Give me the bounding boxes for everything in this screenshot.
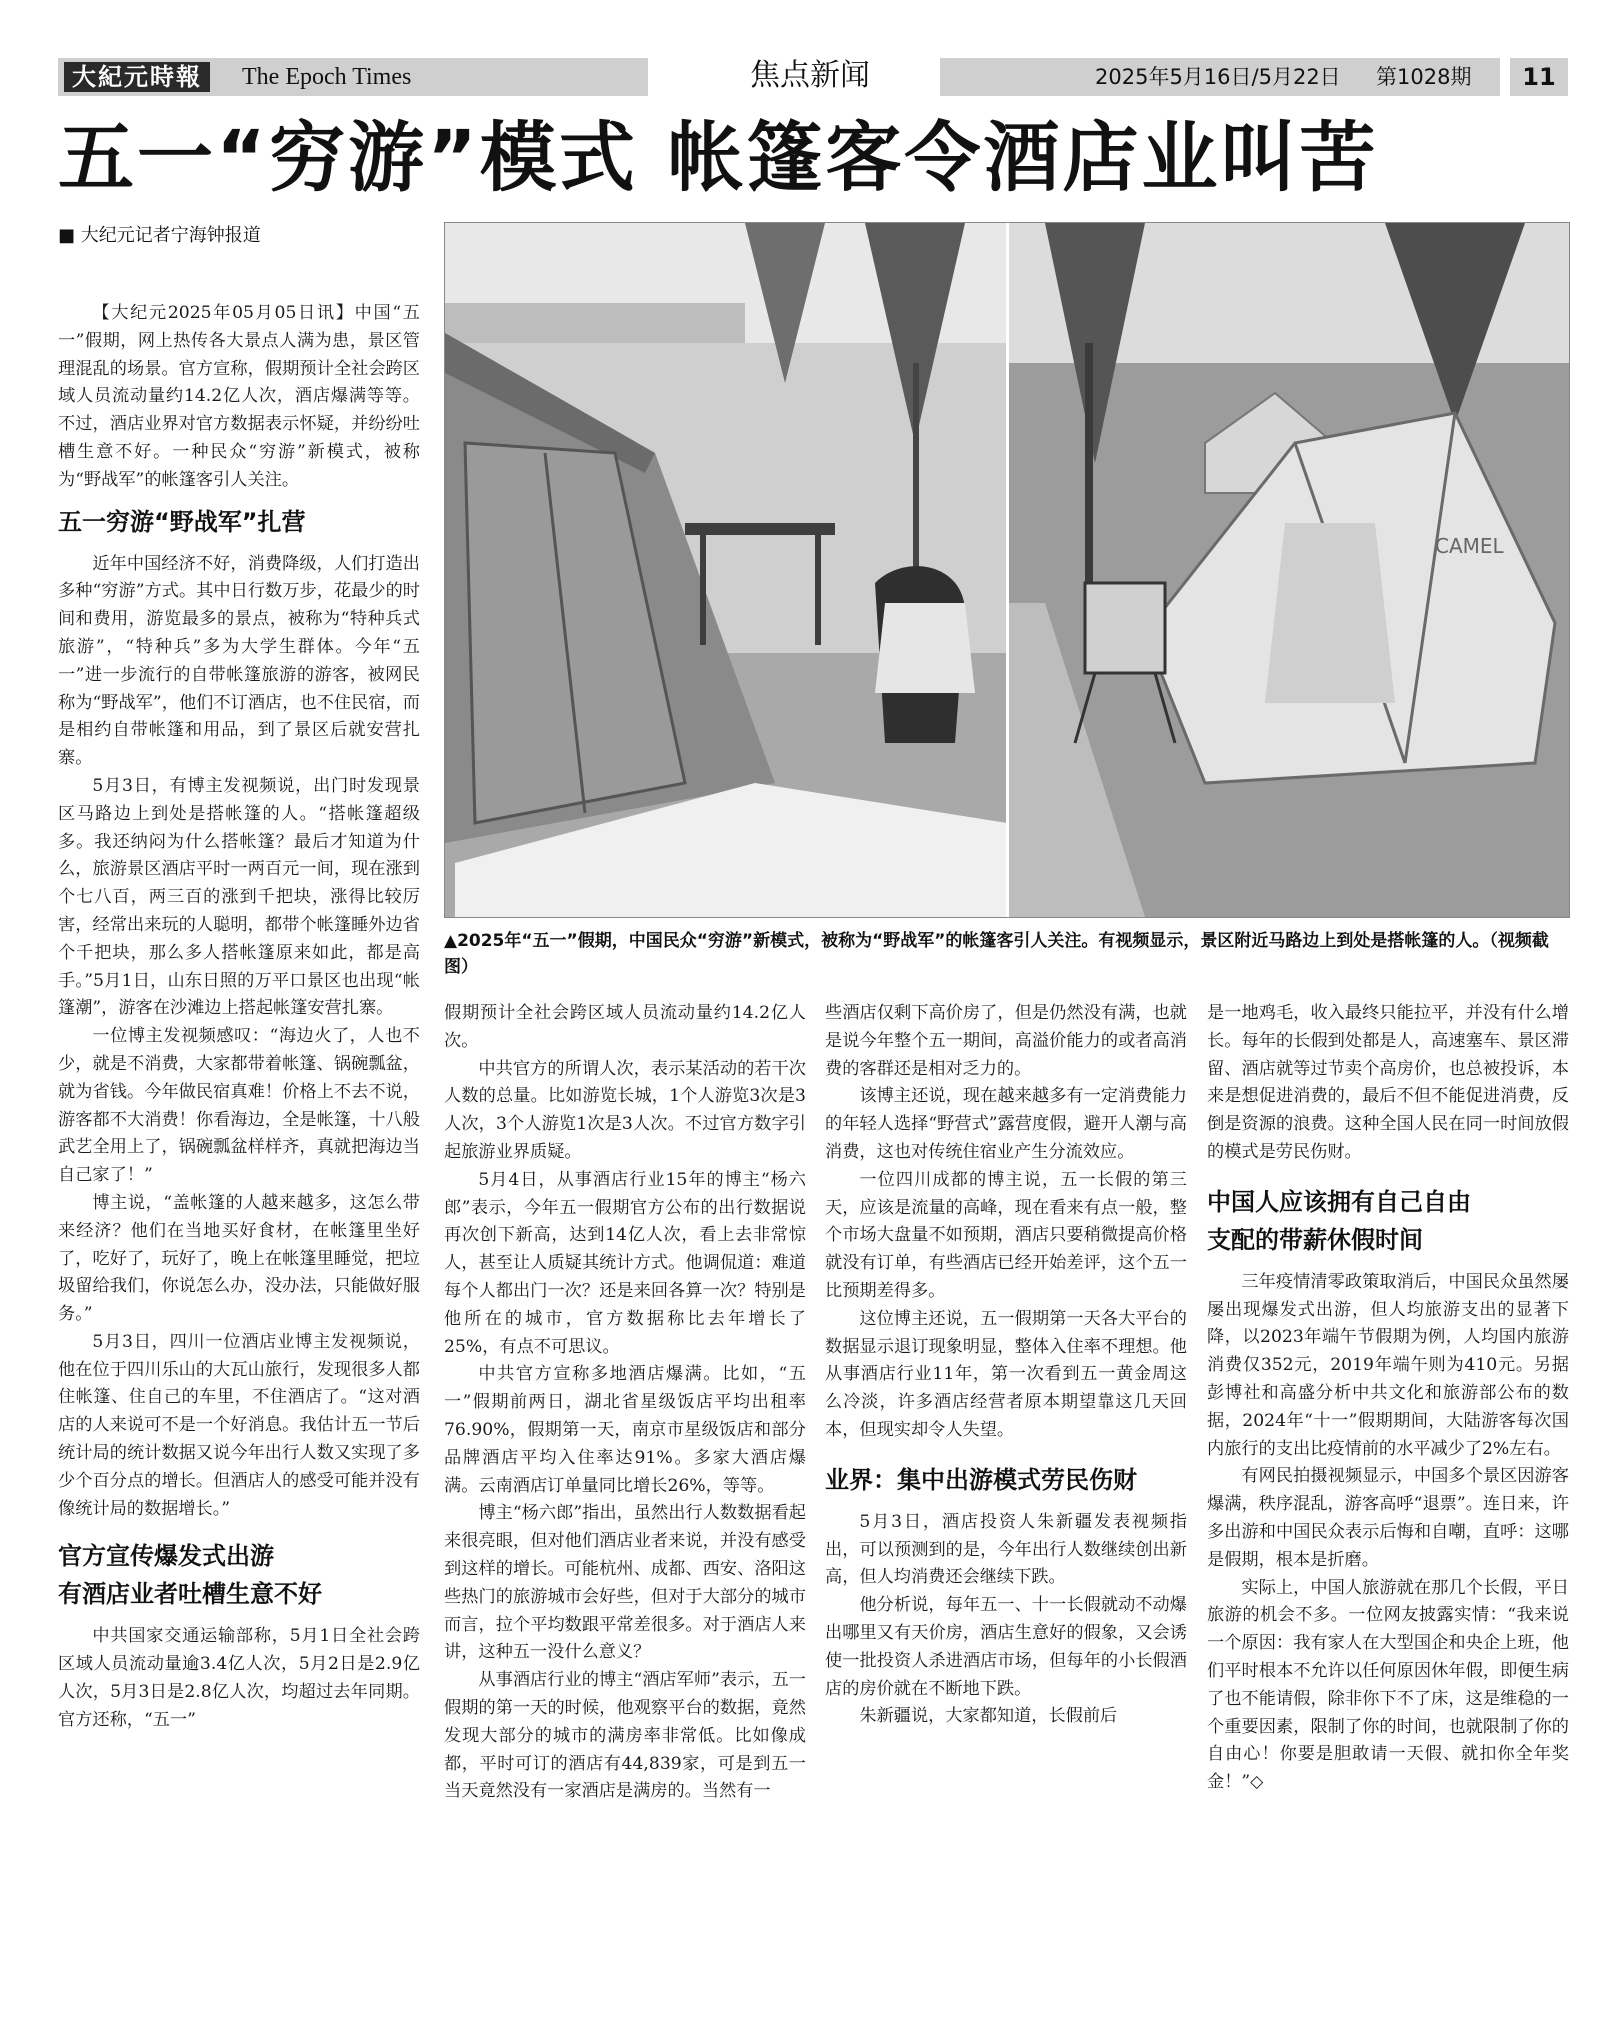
subheading <box>1207 1183 1569 1259</box>
paragraph: 该博主还说，现在越来越多有一定消费能力的年轻人选择“野营式”露营度假，避开人潮与高消费，这也对传统住宿业产生分流效应。 <box>825 1086 1187 1162</box>
subheading-line-1: 中国人应该拥有自己自由 <box>1207 1187 1471 1216</box>
paragraph: 中共官方宣称多地酒店爆满。比如，“五一”假期前两日，湖北省星级饭店平均出租率76.90%，假期第一天，南京市星级饭店和部分品牌酒店平均入住率达91%。多家大酒店爆满。云南酒店订单量同比增长26%，等等。 <box>444 1364 806 1496</box>
paragraph: 5月3日，酒店投资人朱新疆发表视频指出，可以预测到的是，今年出行人数继续创出新高，但人均消费还会继续下跌。 <box>825 1511 1187 1588</box>
subheading: 五一穷游“野战军”扎营 <box>58 507 306 536</box>
paragraph: 些酒店仅剩下高价房了，但是仍然没有满，也就是说今年整个五一期间，高溢价能力的或者高消费的客群还是相对乏力的。 <box>825 1003 1187 1079</box>
subheading <box>58 1537 420 1613</box>
tent-brand-label: CAMEL <box>1435 534 1504 558</box>
paragraph: 朱新疆说，大家都知道，长假前后 <box>859 1706 1118 1727</box>
paragraph: 5月3日，有博主发视频说，出门时发现景区马路边上到处是搭帐篷的人。“搭帐篷超级多。我还纳闷为什么搭帐篷？最后才知道为什么，旅游景区酒店平时一两百元一间，现在涨到个七八百，两三百的涨到千把块，涨得比较厉害，经常出来玩的人聪明，都带个帐篷睡外边省个千把块，那么多人搭帐篷原来如此，都是高手。”5月1日，山东日照的万平口景区也出现“帐篷潮”，游客在沙滩边上搭起帐篷安营扎寨。 <box>58 775 420 1019</box>
paragraph: 有网民拍摄视频显示，中国多个景区因游客爆满，秩序混乱，游客高呼“退票”。连日来，许多出游和中国民众表示后悔和自嘲，直呼：这哪是假期，根本是折磨。 <box>1207 1466 1569 1570</box>
tent-campsite-illustration <box>445 223 1569 917</box>
paragraph: 一位博主发视频感叹：“海边火了，人也不少，就是不消费，大家都带着帐篷、锅碗瓢盆，就为省钱。今年做民宿真难！价格上不去不说，游客都不大消费！你看海边，全是帐篷，十八般武艺全用上了，锅碗瓢盆样样齐，真就把海边当自己家了！” <box>58 1026 420 1186</box>
paragraph: 这位博主还说，五一假期第一天各大平台的数据显示退订现象明显，整体入住率不理想。他从事酒店行业11年，第一次看到五一黄金周这么冷淡，许多酒店经营者原本期望靠这几天回本，但现实却令人失望。 <box>825 1308 1187 1440</box>
paragraph: 博主说，“盖帐篷的人越来越多，这怎么带来经济？他们在当地买好食材，在帐篷里坐好了，吃好了，玩好了，晚上在帐篷里睡觉，把垃圾留给我们，你说怎么办，没办法，只能做好服务。” <box>58 1192 420 1325</box>
article-column-2 <box>444 1000 806 1806</box>
paragraph: 一位四川成都的博主说，五一长假的第三天，应该是流量的高峰，现在看来有点一般，整个市场大盘量不如预期，酒店只要稍微提高价格就没有订单，有些酒店已经开始差评，这个五一比预期差得多。 <box>825 1169 1187 1301</box>
issue-number: 第1028期 <box>1376 65 1472 89</box>
article-column-4 <box>1207 1000 1569 1797</box>
article-column-1 <box>58 300 420 1735</box>
paragraph: 博主“杨六郎”指出，虽然出行人数数据看起来很亮眼，但对他们酒店业者来说，并没有感受到这样的增长。可能杭州、成都、西安、洛阳这些热门的旅游城市会好些，但对于大部分的城市而言，拉个平均数跟平常差很多。对于酒店人来讲，这种五一没什么意义？ <box>444 1503 806 1663</box>
subheading-line-2: 支配的带薪休假时间 <box>1207 1225 1423 1254</box>
newspaper-logo: 大紀元時報 <box>64 62 210 92</box>
photo-caption: ▲2025年“五一”假期，中国民众“穷游”新模式，被称为“野战军”的帐篷客引人关注。有视频显示，景区附近马路边上到处是搭帐篷的人。（视频截图） <box>444 931 1549 977</box>
article-photo <box>444 222 1570 918</box>
paragraph: 他分析说，每年五一、十一长假就动不动爆出哪里又有天价房，酒店生意好的假象，又会诱使一批投资人杀进酒店市场，但每年的小长假酒店的房价就在不断地下跌。 <box>825 1595 1187 1699</box>
subheading-line-2: 有酒店业者吐槽生意不好 <box>58 1580 322 1609</box>
paragraph: 假期预计全社会跨区域人员流动量约14.2亿人次。 <box>444 1003 806 1051</box>
subheading-line-1: 官方宣传爆发式出游 <box>58 1542 274 1571</box>
article-headline: 五一“穷游”模式 帐篷客令酒店业叫苦 <box>58 113 1379 202</box>
paragraph: 5月3日，四川一位酒店业博主发视频说，他在位于四川乐山的大瓦山旅行，发现很多人都住帐篷、住自己的车里，不住酒店了。“这对酒店的人来说可不是一个好消息。我估计五一节后统计局的统计数据又说今年出行人数又实现了多少个百分点的增长。但酒店人的感受可能并没有像统计局的数据增长。” <box>58 1331 420 1519</box>
paragraph: 是一地鸡毛，收入最终只能拉平，并没有什么增长。每年的长假到处都是人，高速塞车、景区滞留、酒店就等过节卖个高房价，也总被投诉，本来是想促进消费的，最后不但不能促进消费，反倒是资源的浪费。这种全国人民在同一时间放假的模式是劳民伤财。 <box>1207 1003 1569 1162</box>
paragraph: 从事酒店行业的博主“酒店军师”表示，五一假期的第一天的时候，他观察平台的数据，竟然发现大部分的城市的满房率非常低。比如像成都，平时可订的酒店有44,839家，可是到五一当天竟然没有一家酒店是满房的。当然有一 <box>444 1670 806 1802</box>
section-title: 焦点新闻 <box>750 58 870 93</box>
paragraph: 【大纪元2025年05月05日讯】中国“五一”假期，网上热传各大景点人满为患，景区管理混乱的场景。官方宣称，假期预计全社会跨区域人员流动量约14.2亿人次，酒店爆满等等。不过，酒店业界对官方数据表示怀疑，并纷纷吐槽生意不好。一种民众“穷游”新模式，被称为“野战军”的帐篷客引人关注。 <box>58 303 420 490</box>
paragraph: 三年疫情清零政策取消后，中国民众虽然屡屡出现爆发式出游，但人均旅游支出的显著下降，以2023年端午节假期为例，人均国内旅游消费仅352元，2019年端午则为410元。另据彭博社和高盛分析中共文化和旅游部公布的数据，2024年“十一”假期期间，大陆游客每次国内旅行的支出比疫情前的水平减少了2%左右。 <box>1207 1271 1569 1459</box>
subheading: 业界：集中出游模式劳民伤财 <box>825 1465 1137 1494</box>
page-number: 11 <box>1510 58 1568 96</box>
paragraph: 实际上，中国人旅游就在那几个长假，平日旅游的机会不多。一位网友披露实情：“我来说一个原因：我有家人在大型国企和央企上班，他们平时根本不允许以任何原因休年假，即便生病了也不能请假，除非你下不了床，这是维稳的一个重要因素，限制了你的时间，也就限制了你的自由心！你要是胆敢请一天假、就扣你全年奖金！”◇ <box>1207 1577 1569 1793</box>
newspaper-logo-english: The Epoch Times <box>242 64 412 90</box>
paragraph: 中共官方的所谓人次，表示某活动的若干次人数的总量。比如游览长城，1个人游览3次是3人次，3个人游览1次是3人次。不过官方数字引起旅游业界质疑。 <box>444 1058 806 1162</box>
paragraph: 近年中国经济不好，消费降级，人们打造出多种“穷游”方式。其中日行数万步，花最少的时间和费用，游览最多的景点，被称为“特种兵式旅游”，“特种兵”多为大学生群体。今年“五一”进一步流行的自带帐篷旅游的游客，被网民称为“野战军”，他们不订酒店，也不住民宿，而是相约自带帐篷和用品，到了景区后就安营扎寨。 <box>58 553 420 769</box>
article-column-3 <box>825 1000 1187 1731</box>
issue-date: 2025年5月16日/5月22日 <box>1095 65 1341 89</box>
paragraph: 5月4日，从事酒店行业15年的博主“杨六郎”表示，今年五一假期官方公布的出行数据说再次创下新高，达到14亿人次，看上去非常惊人，甚至让人质疑其统计方式。他调侃道：难道每个人都出门一次？还是来回各算一次？特别是他所在的城市，官方数据称比去年增长了25%，有点不可思议。 <box>444 1169 806 1357</box>
paragraph: 中共国家交通运输部称，5月1日全社会跨区域人员流动量逾3.4亿人次，5月2日是2.9亿人次，5月3日是2.8亿人次，均超过去年同期。官方还称，“五一” <box>58 1626 420 1730</box>
byline: ■ 大纪元记者宁海钟报道 <box>58 225 261 246</box>
